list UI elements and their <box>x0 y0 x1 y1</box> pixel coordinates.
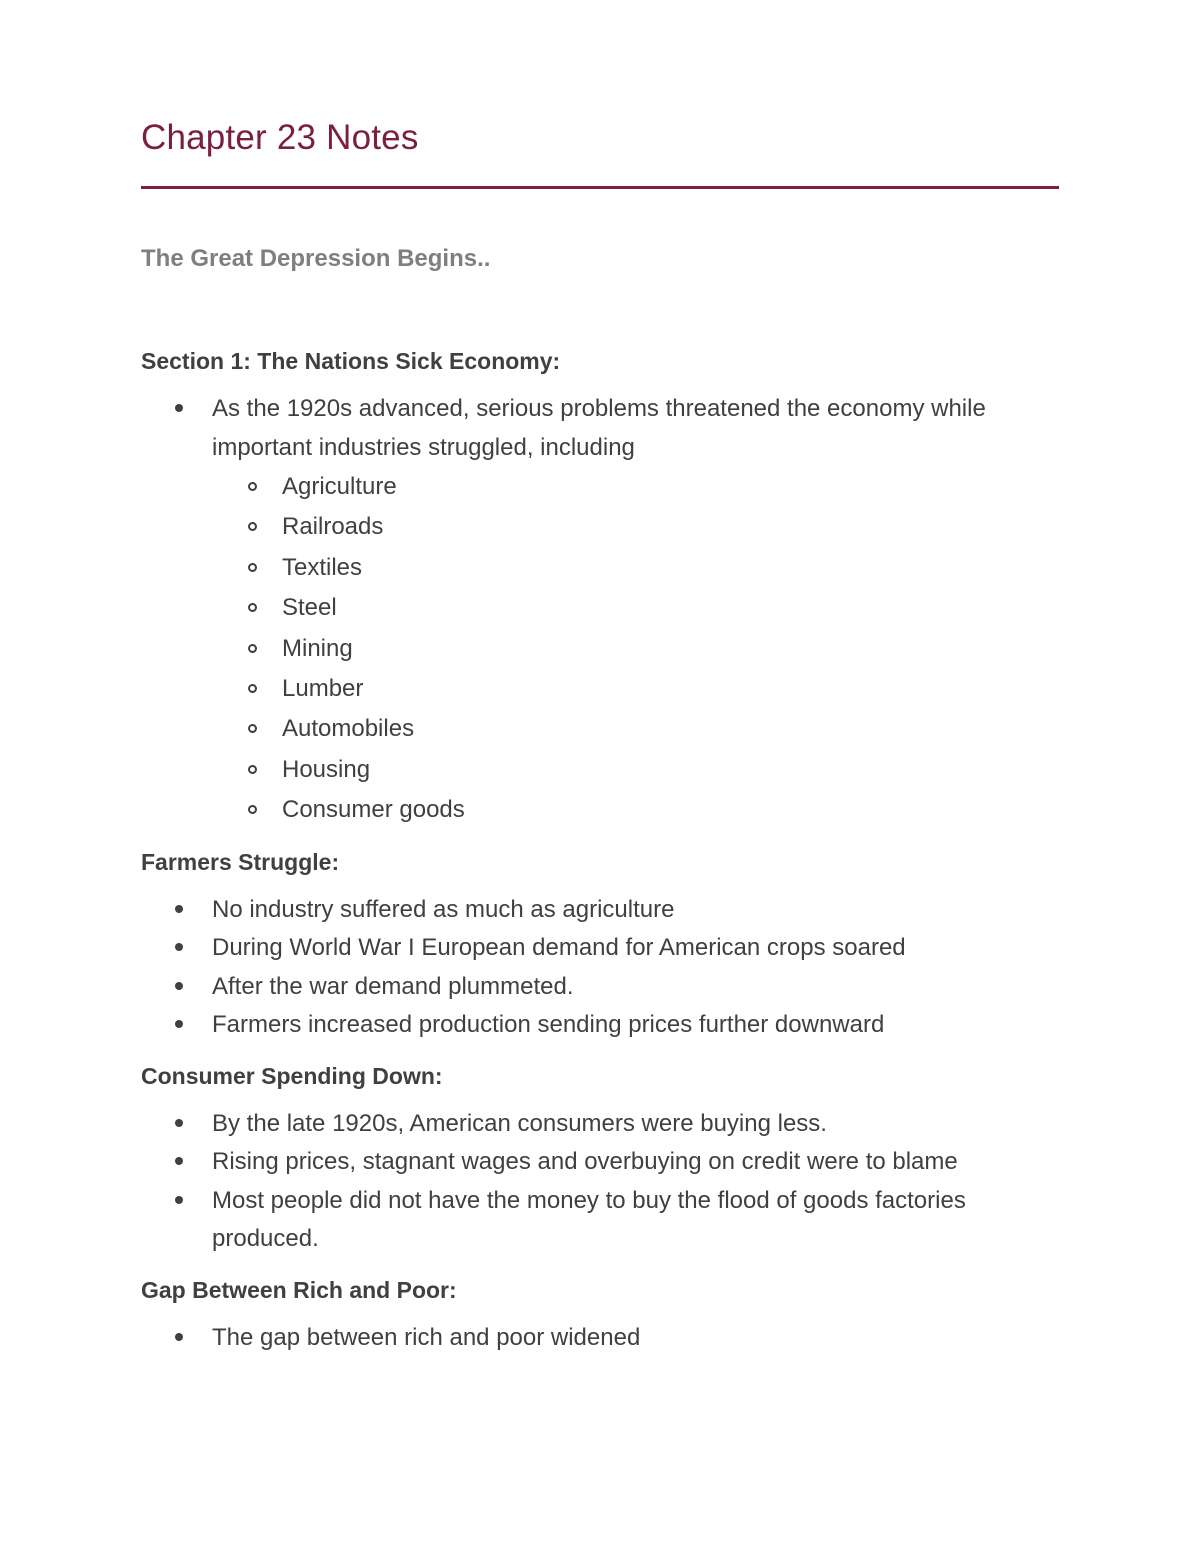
sub-bullet-text: Lumber <box>282 675 364 703</box>
sub-bullet-item <box>141 588 1059 628</box>
bullet-dot-icon <box>175 905 183 913</box>
bullet-text: After the war demand plummeted. <box>212 972 574 1000</box>
bullet-list <box>141 1319 1059 1358</box>
bullet-list <box>141 891 1059 1045</box>
bullet-text: During World War I European demand for American crops soared <box>212 934 906 962</box>
section-heading: Gap Between Rich and Poor: <box>141 1276 457 1303</box>
bullet-item <box>141 968 1059 1007</box>
sub-bullet-text: Consumer goods <box>282 796 465 824</box>
sub-bullet-text: Automobiles <box>282 715 415 743</box>
sub-bullet-item <box>141 669 1059 709</box>
bullet-dot-icon <box>175 1333 183 1341</box>
sub-bullet-text: Railroads <box>282 513 384 541</box>
notes-content <box>141 344 1059 1371</box>
circle-bullet-icon <box>248 684 257 693</box>
bullet-dot-icon <box>175 943 183 951</box>
sub-bullet-item <box>141 629 1059 669</box>
bullet-dot-icon <box>175 1020 183 1028</box>
circle-bullet-icon <box>248 805 257 814</box>
bullet-dot-icon <box>175 982 183 990</box>
document-title: Chapter 23 Notes <box>141 118 419 157</box>
sub-bullet-item <box>141 467 1059 507</box>
sub-bullet-item <box>141 750 1059 790</box>
circle-bullet-icon <box>248 522 257 531</box>
title-divider <box>141 186 1059 189</box>
bullet-item <box>141 1105 1059 1144</box>
sub-bullet-list <box>141 467 1059 831</box>
section-heading: Section 1: The Nations Sick Economy: <box>141 348 561 374</box>
circle-bullet-icon <box>248 765 257 774</box>
bullet-dot-icon <box>175 1119 183 1127</box>
document-subtitle: The Great Depression Begins.. <box>141 245 491 272</box>
sub-bullet-text: Textiles <box>282 553 363 581</box>
bullet-item <box>141 390 1059 831</box>
bullet-text: Farmers increased production sending prices further downward <box>212 1011 885 1039</box>
circle-bullet-icon <box>248 603 257 612</box>
circle-bullet-icon <box>248 724 257 733</box>
circle-bullet-icon <box>248 482 257 491</box>
bullet-text: The gap between rich and poor widened <box>212 1323 641 1351</box>
sub-bullet-item <box>141 507 1059 547</box>
circle-bullet-icon <box>248 563 257 572</box>
bullet-text: Most people did not have the money to buy the flood of goods factories produced. <box>212 1186 966 1253</box>
sub-bullet-text: Mining <box>282 634 353 662</box>
bullet-dot-icon <box>175 1157 183 1165</box>
sub-bullet-text: Housing <box>282 755 371 783</box>
bullet-list <box>141 1105 1059 1259</box>
bullet-text: Rising prices, stagnant wages and overbuying on credit were to blame <box>212 1148 958 1176</box>
bullet-item <box>141 1006 1059 1045</box>
sub-bullet-item <box>141 709 1059 749</box>
bullet-item <box>141 891 1059 930</box>
sub-bullet-item <box>141 548 1059 588</box>
bullet-dot-icon <box>175 1196 183 1204</box>
bullet-item <box>141 1319 1059 1358</box>
sub-bullet-text: Agriculture <box>282 473 397 500</box>
bullet-text: As the 1920s advanced, serious problems threatened the economy while important industries struggled, including <box>212 395 986 461</box>
sub-bullet-text: Steel <box>282 594 337 622</box>
bullet-item <box>141 1182 1059 1259</box>
bullet-dot-icon <box>175 404 183 412</box>
bullet-item <box>141 1143 1059 1182</box>
bullet-text: By the late 1920s, American consumers were buying less. <box>212 1109 827 1137</box>
sub-bullet-item <box>141 790 1059 830</box>
section-heading: Consumer Spending Down: <box>141 1062 443 1089</box>
bullet-item <box>141 929 1059 968</box>
circle-bullet-icon <box>248 644 257 653</box>
section-heading: Farmers Struggle: <box>141 848 340 875</box>
bullet-list <box>141 390 1059 831</box>
bullet-text: No industry suffered as much as agriculture <box>212 895 675 923</box>
